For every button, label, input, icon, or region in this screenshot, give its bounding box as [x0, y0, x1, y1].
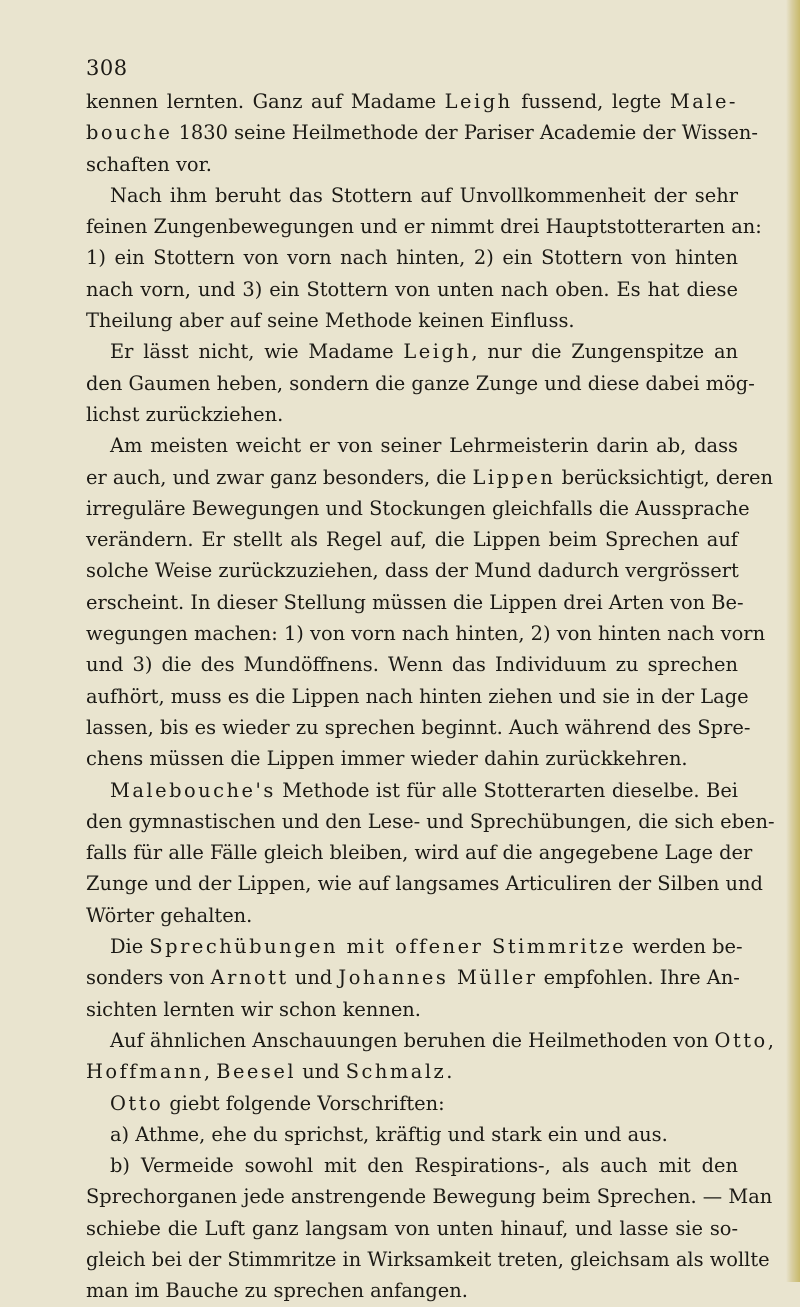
- text-line: [86, 399, 738, 430]
- text-line: [86, 837, 753, 868]
- text-run: chens müssen die Lippen immer wieder dahin zurückkehren.: [86, 747, 688, 771]
- text-run: man im Bauche zu sprechen anfangen.: [86, 1279, 468, 1303]
- text-run: lassen, bis es wieder zu sprechen beginnt. Auch während des Spre-: [86, 715, 751, 739]
- text-run: lichst zurückziehen.: [86, 402, 284, 426]
- text-run: nach vorn, und 3) ein Stottern von unten nach oben. Es hat diese: [86, 277, 738, 301]
- spaced-name: Arnott: [210, 966, 289, 990]
- text-run: verändern. Er stellt als Regel auf, die Lippen beim Sprechen auf: [86, 528, 738, 552]
- text-run: erscheint. In dieser Stellung müssen die Lippen drei Arten von Be-: [86, 590, 744, 614]
- text-line: [86, 712, 751, 743]
- text-line: [86, 1150, 738, 1181]
- text-line: [86, 211, 762, 242]
- text-run: sichten lernten wir schon kennen.: [86, 997, 421, 1021]
- text-line: [86, 336, 738, 367]
- page-edge: [786, 0, 800, 1282]
- spaced-name: Malebouche's: [110, 778, 276, 802]
- text-run: werden be-: [626, 935, 743, 959]
- text-run: Er lässt nicht, wie Madame: [110, 340, 404, 364]
- text-run: sonders von: [86, 966, 211, 990]
- text-run: b) Vermeide sowohl mit den Respirations-, als auch mit den: [110, 1154, 738, 1178]
- text-run: giebt folgende Vorschriften:: [163, 1091, 445, 1115]
- text-run: Auf ähnlichen Anschauungen beruhen die Heilmethoden von: [110, 1028, 715, 1052]
- text-line: [86, 1056, 738, 1087]
- text-line: [86, 587, 744, 618]
- text-run: schaften vor.: [86, 152, 212, 176]
- text-line: [86, 274, 738, 305]
- text-line: [86, 618, 766, 649]
- text-run: er auch, und zwar ganz besonders, die: [86, 465, 473, 489]
- spaced-name: Schmalz: [345, 1060, 447, 1084]
- text-line: [86, 86, 738, 117]
- text-line: [86, 1025, 774, 1056]
- text-line: [86, 1213, 738, 1244]
- text-run: den Gaumen heben, sondern die ganze Zunge und diese dabei mög-: [86, 371, 755, 395]
- text-run: gleich bei der Stimmritze in Wirksamkeit treten, gleichsam als wollte: [86, 1247, 770, 1271]
- page-number: 308: [86, 56, 128, 80]
- text-run: Nach ihm beruht das Stottern auf Unvollkommenheit der sehr: [110, 183, 738, 207]
- text-run: Theilung aber auf seine Methode keinen Einfluss.: [86, 309, 575, 333]
- spaced-name: Otto: [110, 1091, 164, 1115]
- text-run: Die: [110, 935, 150, 959]
- text-line: [86, 994, 738, 1025]
- text-line: [86, 681, 749, 712]
- spaced-name: Leigh: [444, 90, 513, 113]
- text-run: Zunge und der Lippen, wie auf langsames Articuliren der Silben und: [86, 872, 763, 896]
- spaced-name: Hoffmann: [86, 1060, 204, 1084]
- text-run: 1830 seine Heilmethode der Pariser Academie der Wissen-: [172, 121, 758, 145]
- text-line: [86, 743, 738, 774]
- text-run: irreguläre Bewegungen und Stockungen gleichfalls die Aussprache: [86, 496, 750, 520]
- text-line: [86, 1244, 770, 1275]
- text-run: ,: [203, 1060, 217, 1084]
- text-line: [86, 555, 738, 586]
- text-line: [86, 931, 743, 962]
- text-line: [86, 900, 738, 931]
- text-run: a) Athme, ehe du sprichst, kräftig und stark ein und aus.: [110, 1122, 668, 1146]
- text-line: [86, 1119, 738, 1150]
- text-run: .: [446, 1060, 453, 1084]
- text-line: [86, 180, 738, 211]
- spaced-name: Sprechübungen mit offener Stimmritze: [149, 935, 627, 959]
- text-line: [86, 1275, 738, 1306]
- text-line: [86, 524, 738, 555]
- text-line: [86, 1181, 773, 1212]
- spaced-name: Beesel: [216, 1060, 297, 1084]
- text-line: [86, 462, 773, 493]
- text-run: Methode ist für alle Stotterarten dieselbe. Bei: [275, 778, 738, 802]
- text-run: 1) ein Stottern von vorn nach hinten, 2) ein Stottern von hinten: [86, 246, 738, 270]
- text-run: schiebe die Luft ganz langsam von unten hinauf, und lasse sie so-: [86, 1216, 738, 1240]
- text-line: [86, 368, 755, 399]
- text-run: berücksichtigt, deren: [555, 465, 773, 489]
- text-run: ,: [767, 1028, 774, 1052]
- text-run: und 3) die des Mundöffnens. Wenn das Individuum zu sprechen: [86, 653, 738, 677]
- text-run: fussend, legte: [512, 90, 670, 113]
- text-run: wegungen machen: 1) von vorn nach hinten, 2) von hinten nach vorn: [86, 622, 766, 646]
- spaced-name: Lippen: [472, 465, 556, 489]
- spaced-name: Johannes Müller: [338, 966, 538, 990]
- spaced-name: Leigh: [403, 340, 472, 364]
- text-line: [86, 962, 738, 993]
- spaced-name: Male-: [669, 90, 738, 113]
- text-line: [86, 649, 738, 680]
- text-run: solche Weise zurückzuziehen, dass der Mund dadurch vergrössert: [86, 559, 739, 583]
- text-run: und: [296, 1060, 346, 1084]
- text-line: [86, 305, 738, 336]
- text-run: und: [288, 966, 339, 990]
- text-run: Wörter gehalten.: [86, 903, 253, 927]
- text-run: kennen lernten. Ganz auf Madame: [86, 90, 445, 113]
- text-line: [86, 806, 775, 837]
- text-run: feinen Zungenbewegungen und er nimmt drei Hauptstotterarten an:: [86, 215, 762, 239]
- text-line: [86, 117, 758, 148]
- text-run: den gymnastischen und den Lese- und Sprechübungen, die sich eben-: [86, 809, 775, 833]
- text-run: aufhört, muss es die Lippen nach hinten ziehen und sie in der Lage: [86, 684, 749, 708]
- text-run: , nur die Zungenspitze an: [471, 340, 738, 364]
- text-run: falls für alle Fälle gleich bleiben, wird auf die angegebene Lage der: [86, 841, 753, 865]
- body-text: [86, 86, 775, 1307]
- text-line: [86, 1088, 738, 1119]
- text-line: [86, 868, 763, 899]
- text-line: [86, 775, 738, 806]
- text-run: Am meisten weicht er von seiner Lehrmeisterin darin ab, dass: [110, 434, 738, 458]
- spaced-name: bouche: [86, 121, 173, 145]
- spaced-name: Otto: [714, 1028, 768, 1052]
- text-line: [86, 493, 750, 524]
- text-line: [86, 149, 738, 180]
- text-run: empfohlen. Ihre An-: [537, 966, 740, 990]
- text-line: [86, 430, 738, 461]
- text-line: [86, 242, 738, 273]
- text-run: Sprechorganen jede anstrengende Bewegung beim Sprechen. — Man: [86, 1185, 773, 1209]
